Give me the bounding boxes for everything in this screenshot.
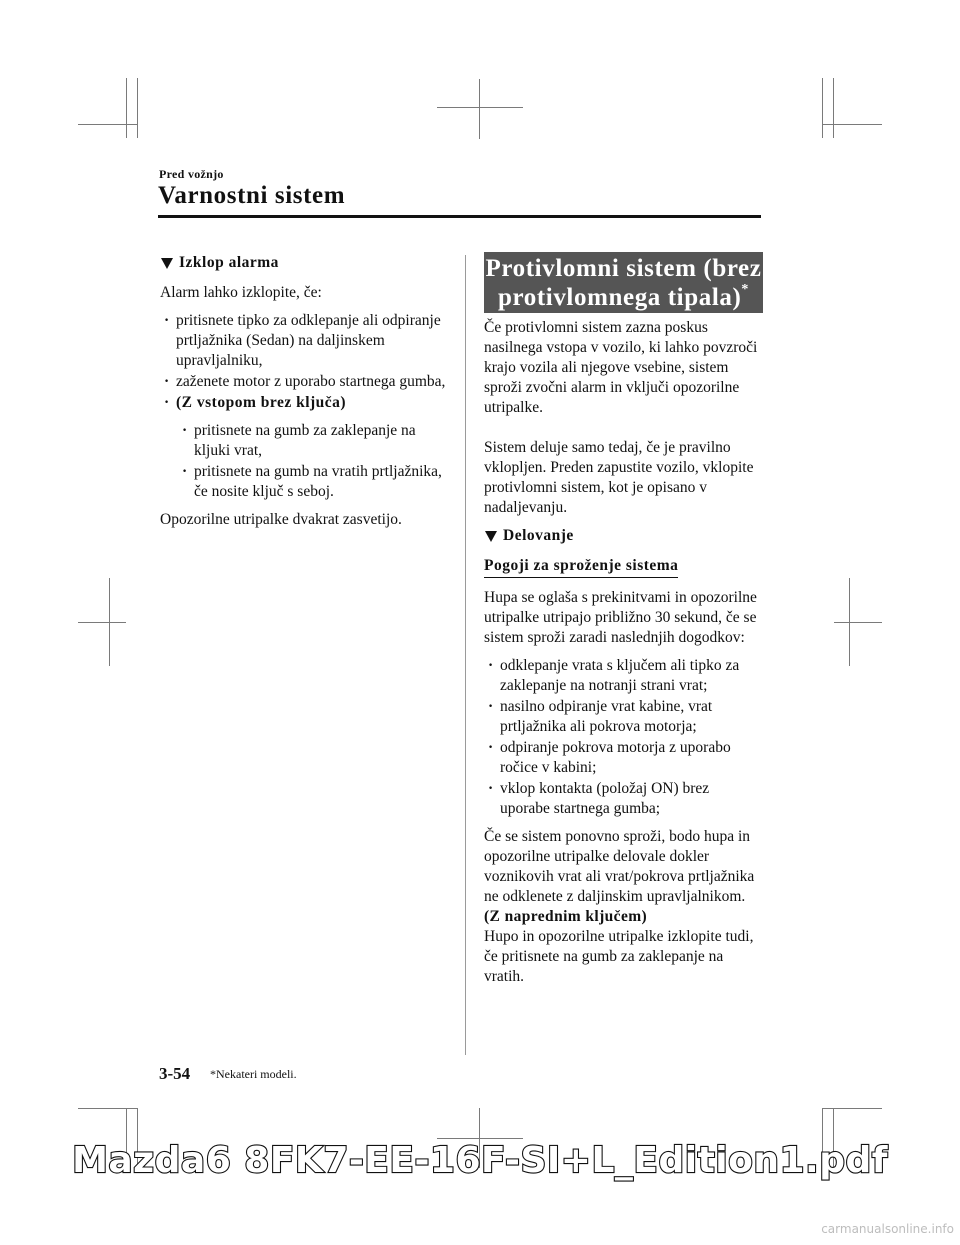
section-banner	[484, 252, 763, 313]
crop-mark	[833, 78, 834, 138]
subheading: Pogoji za sproženje sistema	[484, 556, 678, 578]
list-item: · zaženete motor z uporabo startnega gumba,	[176, 372, 452, 392]
file-name-banner: Mazda6 8FK7-EE-16F-SI+L_Edition1.pdf	[72, 1140, 888, 1181]
page-number: 3-54	[159, 1064, 191, 1083]
crop-mark	[822, 1108, 882, 1109]
page-title: Varnostni sistem	[158, 182, 346, 209]
left-column	[160, 253, 452, 538]
crop-mark	[849, 578, 850, 666]
list-item: · pritisnete tipko za odklepanje ali odpiranje prtljažnika (Sedan) na daljinskem upravljalniku,	[176, 311, 452, 371]
crop-mark	[137, 78, 138, 138]
paragraph: Če se sistem ponovno sproži, bodo hupa in opozorilne utripalke delovale dokler voznikovih vrat ali vrat/pokrova prtljažnika ne odklenete z daljinskim upravljalnikom.	[484, 828, 755, 905]
crop-mark	[78, 124, 138, 125]
column-divider	[465, 255, 466, 1055]
list-item: · (Z vstopom brez ključa)	[176, 393, 452, 413]
banner-line: Protivlomni sistem (brez	[485, 255, 762, 282]
section-heading	[484, 526, 762, 546]
crop-mark	[126, 78, 127, 138]
paragraph: Hupa se oglaša s prekinitvami in opozorilne utripalke utripajo približno 30 sekund, če se sistem sproži zaradi naslednjih dogodkov:	[484, 589, 757, 646]
paragraph: Hupo in opozorilne utripalke izklopite tudi, če pritisnete na gumb za zaklepanje na vratih.	[484, 928, 754, 985]
crop-mark	[479, 79, 480, 139]
title-rule	[158, 215, 761, 218]
triangle-down-icon	[161, 258, 173, 269]
list-item: · pritisnete na gumb na vratih prtljažnika, če nosite ključ s seboj.	[194, 462, 452, 502]
banner-text: protivlomnega tipala)	[498, 284, 742, 311]
list-item: · pritisnete na gumb za zaklepanje na kljuki vrat,	[194, 421, 452, 461]
crop-mark	[437, 107, 523, 108]
crop-mark	[78, 622, 126, 623]
crop-mark	[437, 1138, 523, 1139]
heading-text: Izklop alarma	[179, 254, 279, 271]
right-column	[484, 318, 762, 995]
list-item: · vklop kontakta (položaj ON) brez uporabe startnega gumba;	[500, 779, 762, 819]
paragraph: Če protivlomni sistem zazna poskus nasilnega vstopa v vozilo, ki lahko povzroči krajo vozila ali njegove vsebine, sistem sproži zvočni alarm in vključi opozorilne utripalke.	[484, 319, 758, 416]
paragraph: Opozorilne utripalke dvakrat zasvetijo.	[160, 511, 402, 528]
banner-line	[484, 283, 763, 312]
crop-mark	[78, 1108, 138, 1109]
footnote-marker: *	[741, 282, 749, 297]
list-item: · odklepanje vrata s ključem ali tipko za zaklepanje na notranji strani vrat;	[500, 656, 762, 696]
list-item: · odpiranje pokrova motorja z uporabo ročice v kabini;	[500, 738, 762, 778]
crop-mark	[822, 78, 823, 138]
section-heading	[160, 253, 452, 273]
paragraph: Sistem deluje samo tedaj, če je pravilno vklopljen. Preden zapustite vozilo, vklopite protivlomni sistem, kot je opisano v nadaljevanju.	[484, 439, 754, 516]
list-item: · nasilno odpiranje vrat kabine, vrat prtljažnika ali pokrova motorja;	[500, 697, 762, 737]
bullet-list	[160, 311, 452, 413]
section-label: Pred vožnjo	[159, 167, 224, 181]
crop-mark	[109, 578, 110, 666]
watermark: carmanualsonline.info	[821, 1222, 954, 1236]
triangle-down-icon	[485, 531, 497, 542]
bullet-list	[484, 656, 762, 819]
crop-mark	[834, 622, 882, 623]
crop-mark	[822, 124, 882, 125]
heading-text: Delovanje	[503, 527, 574, 544]
paragraph: Alarm lahko izklopite, če:	[160, 284, 322, 301]
footnote: *Nekateri modeli.	[210, 1067, 297, 1081]
advanced-key-label: (Z naprednim ključem)	[484, 908, 648, 925]
sub-bullet-list	[160, 421, 452, 502]
